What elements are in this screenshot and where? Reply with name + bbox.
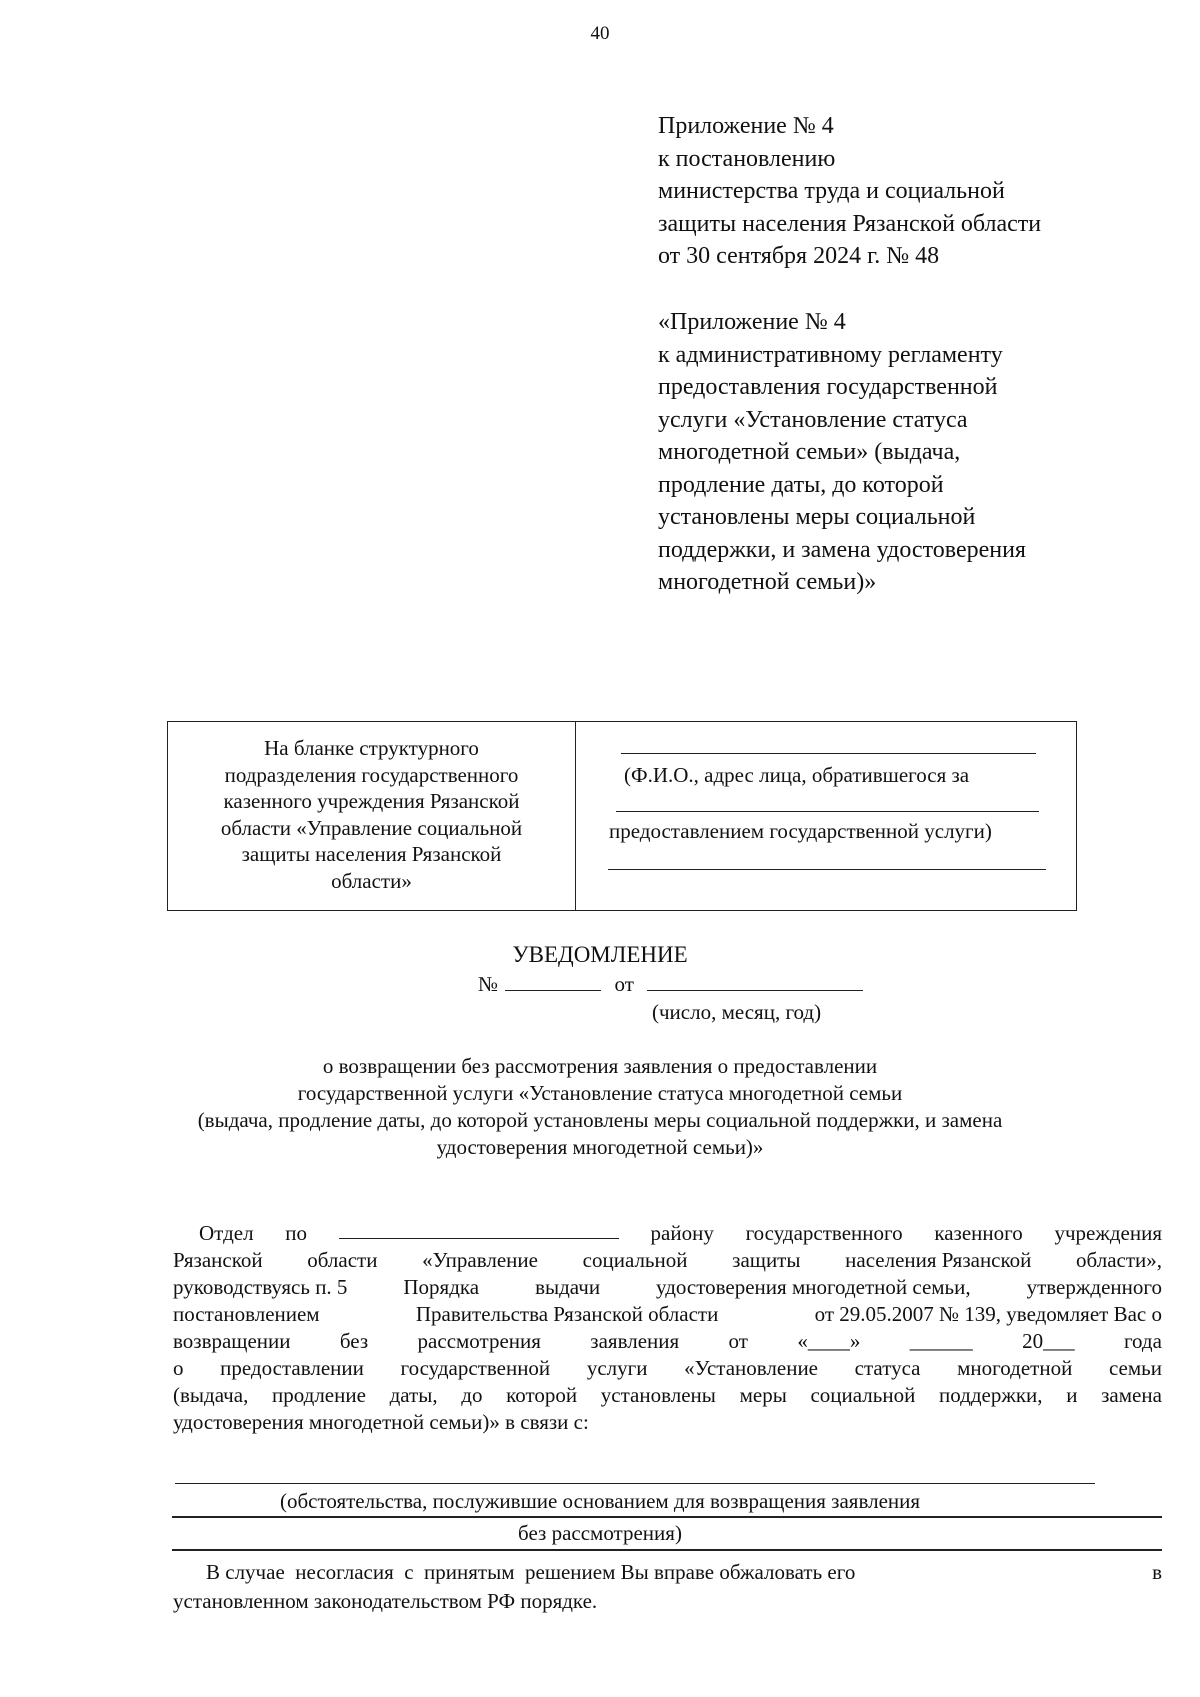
body-word: «Управление bbox=[422, 1248, 538, 1272]
letterhead-line: казенного учреждения Рязанской bbox=[223, 789, 520, 813]
body-word: государственного bbox=[745, 1221, 903, 1245]
appeal-line: установленном законодательством РФ порядке. bbox=[173, 1589, 598, 1613]
body-word: многодетной bbox=[957, 1356, 1073, 1380]
body-word: государственной bbox=[400, 1356, 551, 1380]
addressee-cell bbox=[576, 722, 1076, 910]
body-word: которой bbox=[506, 1383, 578, 1407]
annex-line: установлены меры социальной bbox=[658, 504, 976, 530]
body-word: заявления bbox=[590, 1329, 680, 1353]
body-word: услуги bbox=[586, 1356, 648, 1380]
annex-line: многодетной семьи)» bbox=[658, 569, 877, 595]
body-line bbox=[173, 1328, 1162, 1355]
body-word: руководствуясь п. 5 bbox=[173, 1275, 348, 1299]
annex-line: защиты населения Рязанской области bbox=[658, 210, 1042, 237]
body-word: постановлением bbox=[173, 1302, 320, 1326]
letterhead-line: области «Управление социальной bbox=[220, 815, 523, 840]
annex-line: услуги «Установление статуса bbox=[658, 406, 968, 433]
letterhead-line: На бланке структурного bbox=[264, 736, 479, 760]
district-blank[interactable] bbox=[339, 1220, 619, 1239]
body-word: (выдача, bbox=[173, 1383, 249, 1407]
body-word: социальной bbox=[582, 1248, 688, 1272]
body-line bbox=[173, 1355, 1162, 1382]
reason-blank-line[interactable] bbox=[172, 1516, 1162, 1518]
body-line bbox=[173, 1220, 1162, 1247]
notice-date-blank[interactable] bbox=[647, 972, 863, 991]
body-word: и bbox=[1066, 1383, 1078, 1407]
body-word: предоставлении bbox=[220, 1356, 364, 1380]
reason-hint: без рассмотрения) bbox=[518, 1521, 682, 1545]
annex-order-header bbox=[658, 110, 1128, 273]
notice-subject bbox=[0, 1053, 1200, 1161]
reason-hint: (обстоятельства, послужившие основанием для возвращения заявления bbox=[279, 1489, 921, 1513]
appeal-text-end: в bbox=[1152, 1560, 1162, 1584]
body-word: поддержки, bbox=[939, 1383, 1043, 1407]
body-word: Правительства Рязанской области bbox=[415, 1302, 719, 1326]
notice-body bbox=[173, 1220, 1162, 1436]
appeal-note bbox=[173, 1558, 1162, 1616]
addressee-hint: (Ф.И.О., адрес лица, обратившегося за bbox=[624, 763, 970, 787]
annex-line: предоставления государственной bbox=[658, 374, 998, 400]
body-line bbox=[173, 1247, 1162, 1274]
body-word: выдачи bbox=[535, 1275, 601, 1299]
application-day-blank[interactable]: «____» bbox=[797, 1329, 861, 1353]
body-word: по bbox=[285, 1221, 308, 1245]
body-word: области bbox=[307, 1248, 378, 1272]
body-word: рассмотрения bbox=[417, 1329, 541, 1353]
number-label: № bbox=[478, 972, 499, 996]
from-label: от bbox=[614, 972, 634, 996]
subject-line: о возвращении без рассмотрения заявления о предоставлении bbox=[322, 1054, 878, 1078]
body-word: до bbox=[461, 1383, 483, 1407]
body-word: даты, bbox=[389, 1383, 438, 1407]
addressee-hint: предоставлением государственной услуги) bbox=[609, 819, 992, 843]
body-word: возвращении bbox=[173, 1329, 291, 1353]
subject-line: удостоверения многодетной семьи)» bbox=[436, 1135, 764, 1159]
body-word: Отдел bbox=[199, 1221, 254, 1245]
annex-line: поддержки, и замена удостоверения bbox=[658, 536, 1026, 563]
letterhead-line: области» bbox=[331, 868, 412, 893]
reason-blank-line[interactable] bbox=[175, 1483, 1095, 1484]
annex-regulation-header bbox=[658, 306, 1128, 599]
body-line bbox=[173, 1274, 1162, 1301]
annex-line: к постановлению bbox=[658, 145, 836, 172]
body-word: району bbox=[650, 1221, 714, 1245]
body-word: удостоверения многодетной семьи, bbox=[656, 1275, 971, 1299]
body-word: меры bbox=[739, 1383, 787, 1407]
body-line: удостоверения многодетной семьи)» в связи с: bbox=[173, 1410, 589, 1434]
application-year-blank[interactable]: 20___ bbox=[1022, 1329, 1075, 1353]
body-word: от 29.05.2007 № 139, уведомляет Вас о bbox=[814, 1302, 1162, 1326]
body-word: учреждения bbox=[1054, 1221, 1162, 1245]
letterhead-table bbox=[167, 721, 1077, 911]
body-word: без bbox=[339, 1329, 369, 1353]
body-line bbox=[173, 1301, 1162, 1328]
body-word: замена bbox=[1101, 1383, 1162, 1407]
subject-line: (выдача, продление даты, до которой установлены меры социальной поддержки, и замена bbox=[197, 1108, 1003, 1132]
appeal-line bbox=[173, 1558, 1162, 1587]
body-word: области», bbox=[1076, 1248, 1162, 1272]
subject-line: государственной услуги «Установление статуса многодетной семьи bbox=[297, 1081, 903, 1105]
notice-number-row bbox=[478, 971, 863, 998]
body-word: казенного bbox=[934, 1221, 1023, 1245]
body-word: социальной bbox=[810, 1383, 916, 1407]
body-word: утвержденного bbox=[1026, 1275, 1162, 1299]
body-word: семьи bbox=[1108, 1356, 1162, 1380]
annex-line: от 30 сентября 2024 г. № 48 bbox=[658, 243, 940, 269]
body-word: от bbox=[728, 1329, 748, 1353]
addressee-blank-line[interactable] bbox=[608, 869, 1046, 870]
body-word: населения Рязанской bbox=[845, 1248, 1032, 1272]
addressee-blank-line[interactable] bbox=[616, 811, 1039, 812]
date-hint: (число, месяц, год) bbox=[652, 1000, 822, 1024]
page-number: 40 bbox=[590, 23, 610, 44]
annex-line: министерства труда и социальной bbox=[658, 178, 1005, 204]
body-line bbox=[173, 1382, 1162, 1409]
annex-line: «Приложение № 4 bbox=[658, 309, 846, 335]
annex-line: продление даты, до которой bbox=[658, 471, 944, 498]
letterhead-line: защиты населения Рязанской bbox=[241, 842, 502, 866]
application-month-blank[interactable]: ______ bbox=[909, 1329, 973, 1353]
body-word: статуса bbox=[854, 1356, 921, 1380]
reason-blank-line[interactable] bbox=[172, 1549, 1162, 1551]
annex-line: многодетной семьи» (выдача, bbox=[658, 439, 961, 465]
notice-number-blank[interactable] bbox=[505, 972, 601, 991]
annex-line: Приложение № 4 bbox=[658, 113, 834, 139]
body-word: года bbox=[1123, 1329, 1162, 1353]
notice-title: УВЕДОМЛЕНИЕ bbox=[512, 942, 688, 967]
body-word: Порядка bbox=[403, 1275, 480, 1299]
letterhead-line: подразделения государственного bbox=[224, 762, 519, 787]
body-word: установлены bbox=[600, 1383, 716, 1407]
letterhead-cell bbox=[168, 722, 576, 910]
body-word: Рязанской bbox=[173, 1248, 263, 1272]
body-word: о bbox=[173, 1356, 184, 1380]
body-word: защиты bbox=[732, 1248, 801, 1272]
body-word: «Установление bbox=[684, 1356, 819, 1380]
appeal-text: В случае несогласия с принятым решением Вы вправе обжаловать его bbox=[206, 1560, 856, 1584]
addressee-blank-line[interactable] bbox=[621, 753, 1036, 754]
annex-line: к административному регламенту bbox=[658, 341, 1003, 368]
body-word: продление bbox=[272, 1383, 366, 1407]
